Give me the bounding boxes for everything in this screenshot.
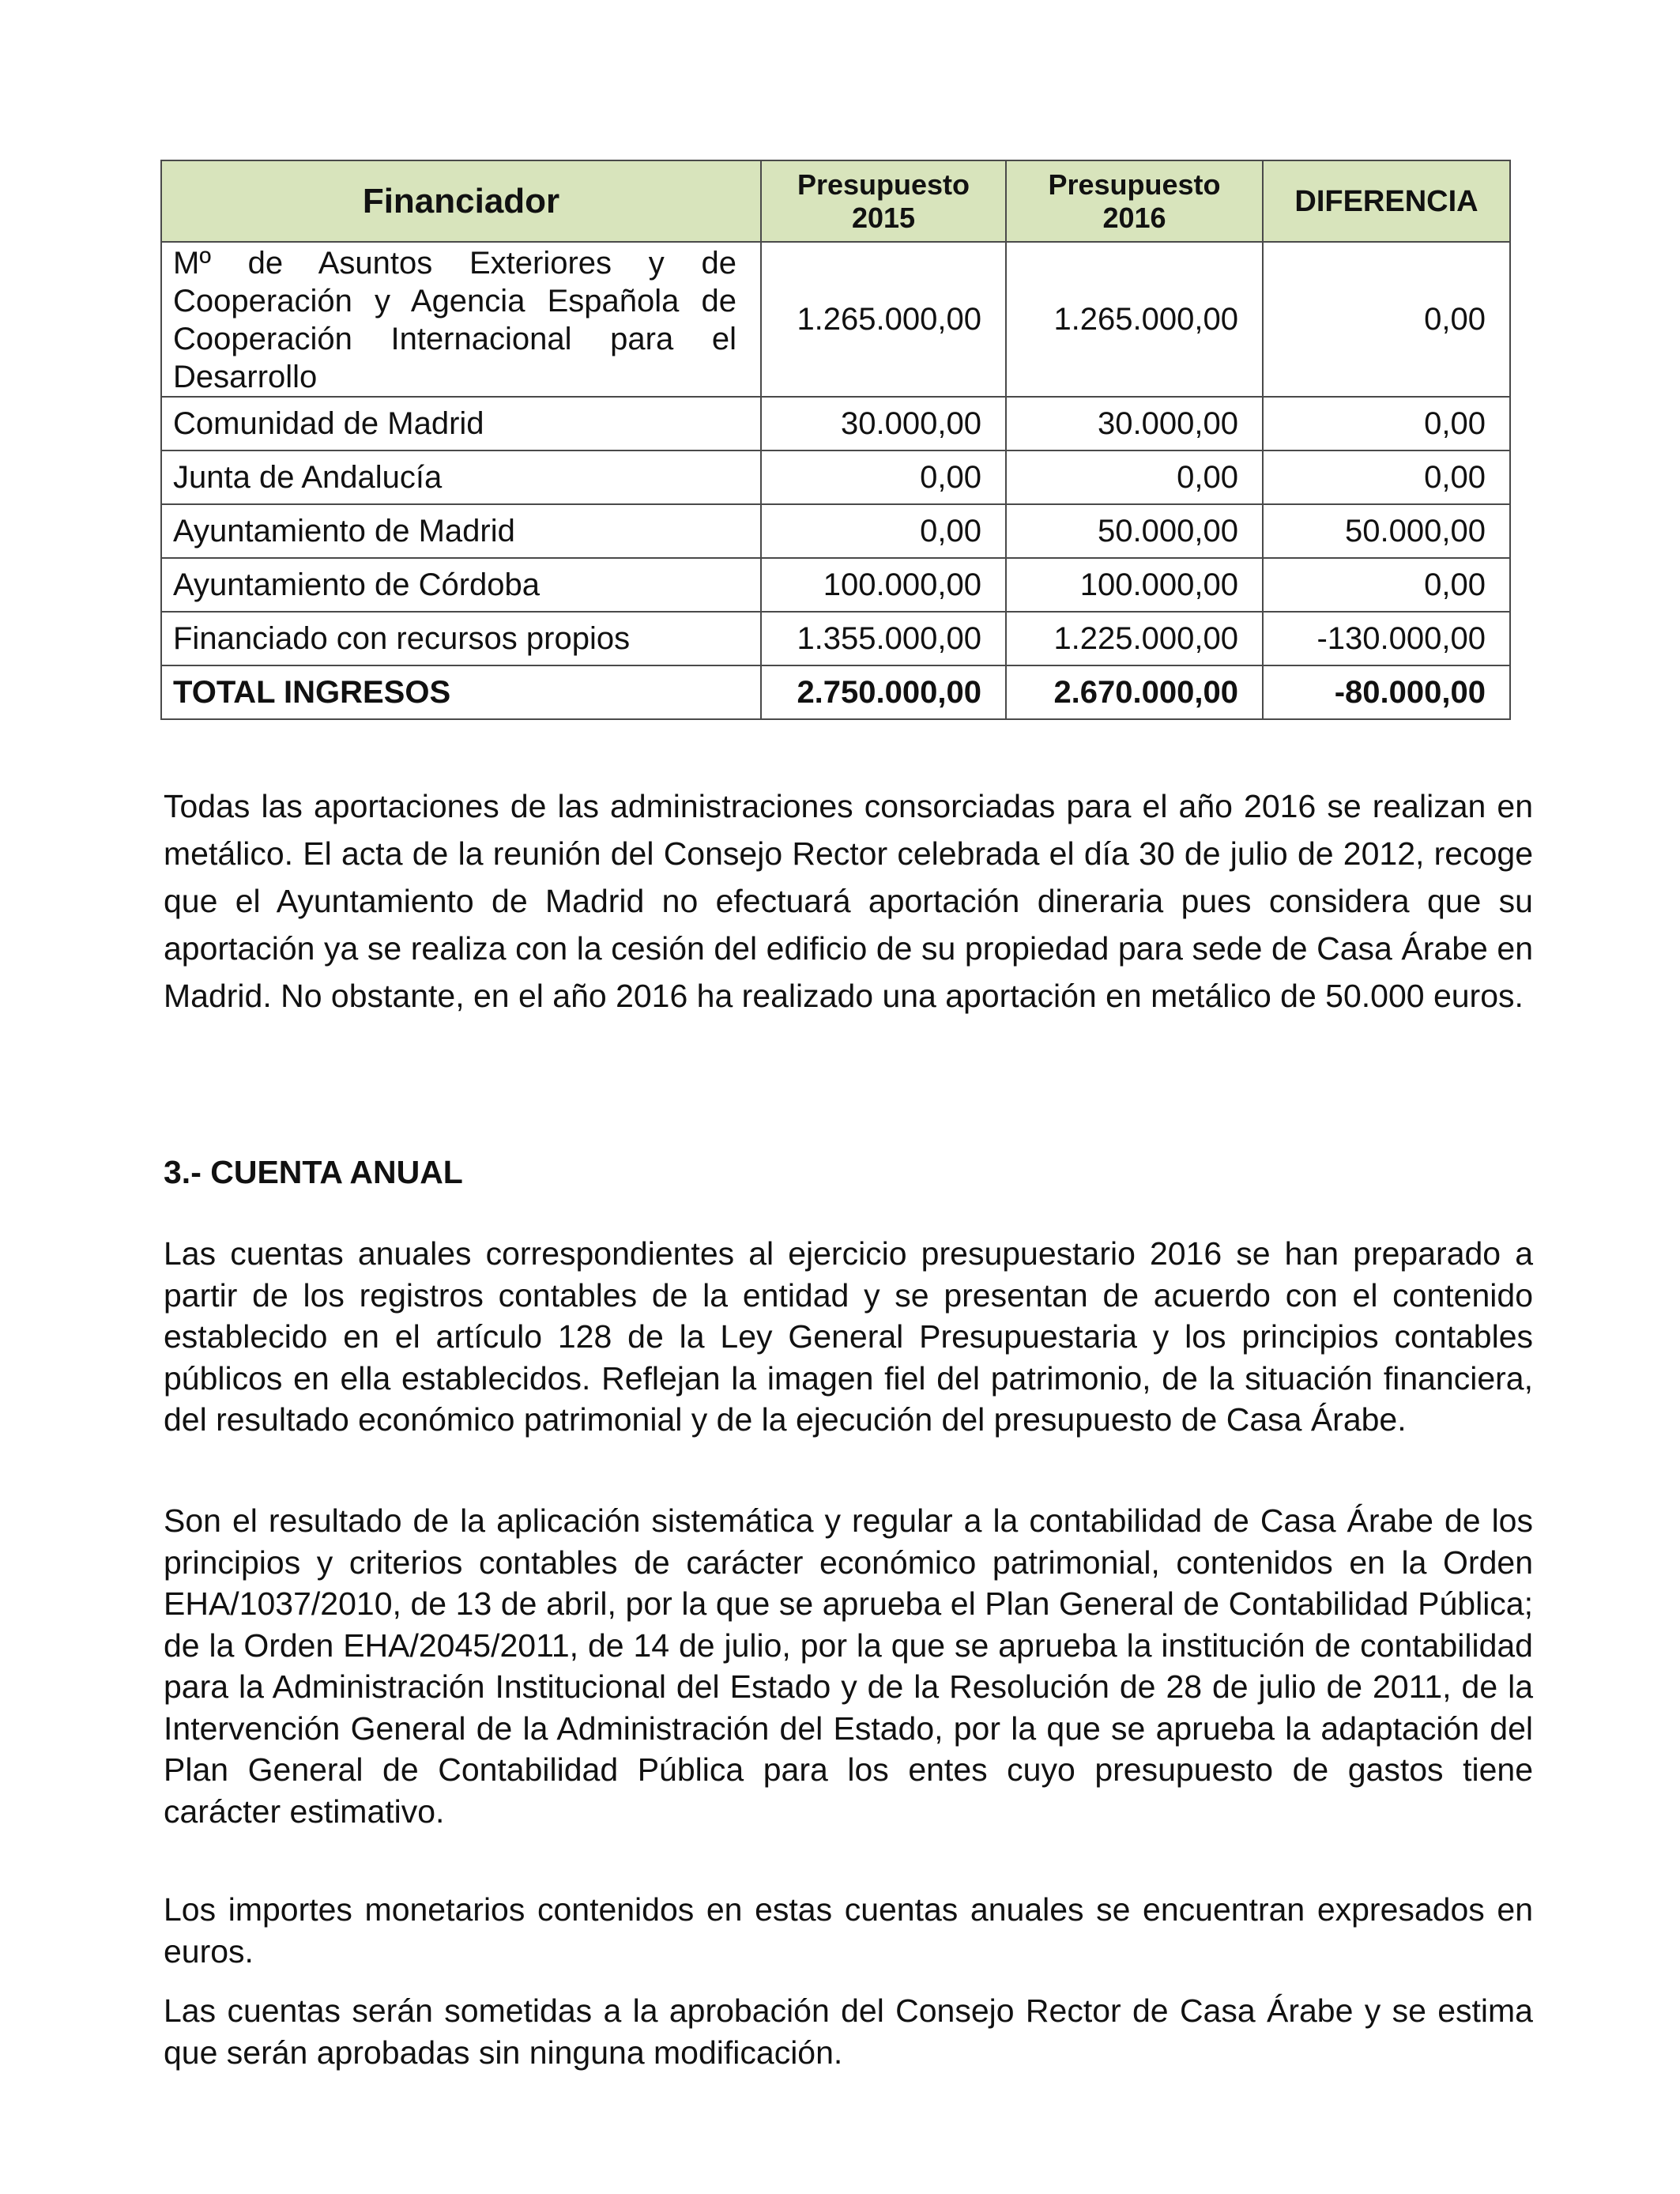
header-diferencia: DIFERENCIA: [1263, 160, 1510, 242]
section-heading: 3.- CUENTA ANUAL: [164, 1154, 463, 1190]
paragraph-cuentas-anuales: Las cuentas anuales correspondientes al ejercicio presupuestario 2016 se han preparado a partir de los registros contables de la entidad y se presentan de acuerdo con el contenido establecido en el artículo 128 de la Ley General Presupuestaria y los principios contables públicos en ella establecidos. Reflejan la imagen fiel del patrimonio, de la situación financiera, del resultado económico patrimonial y de la ejecución del presupuesto de Casa Árabe.: [164, 1235, 1533, 1438]
table-row: [161, 242, 1510, 397]
header-presupuesto-2015: Presupuesto 2015: [761, 160, 1006, 242]
paragraph-aportaciones: Todas las aportaciones de las administraciones consorciadas para el año 2016 se realizan en metálico. El acta de la reunión del Consejo Rector celebrada el día 30 de julio de 2012, recoge que el Ayuntamiento de Madrid no efectuará aportación dineraria pues considera que su aportación ya se realiza con la cesión del edificio de su propiedad para sede de Casa Árabe en Madrid. No obstante, en el año 2016 ha realizado una aportación en metálico de 50.000 euros.: [164, 788, 1533, 1014]
row-presupuesto-2015: 30.000,00: [761, 397, 1006, 450]
row-diferencia: 0,00: [1263, 397, 1510, 450]
header-financiador: Financiador: [161, 160, 761, 242]
row-presupuesto-2015: 1.355.000,00: [761, 612, 1006, 665]
total-label: TOTAL INGRESOS: [161, 665, 761, 719]
paragraph-importes: Los importes monetarios contenidos en estas cuentas anuales se encuentran expresados en euros.: [164, 1891, 1533, 1970]
total-row: [161, 665, 1510, 719]
row-presupuesto-2016: 0,00: [1006, 450, 1263, 504]
row-presupuesto-2016: 1.225.000,00: [1006, 612, 1263, 665]
row-diferencia: 0,00: [1263, 558, 1510, 612]
total-diferencia: -80.000,00: [1263, 665, 1510, 719]
table-row: [161, 504, 1510, 558]
row-presupuesto-2015: 1.265.000,00: [761, 242, 1006, 397]
row-presupuesto-2016: 30.000,00: [1006, 397, 1263, 450]
row-presupuesto-2016: 50.000,00: [1006, 504, 1263, 558]
row-presupuesto-2015: 100.000,00: [761, 558, 1006, 612]
table-row: [161, 612, 1510, 665]
row-diferencia: 0,00: [1263, 450, 1510, 504]
row-financiador: Mº de Asuntos Exteriores y de Cooperación y Agencia Española de Cooperación Internacional para el Desarrollo: [161, 242, 761, 397]
row-financiador: Financiado con recursos propios: [161, 612, 761, 665]
table-row: [161, 558, 1510, 612]
row-presupuesto-2016: 1.265.000,00: [1006, 242, 1263, 397]
paragraph-aprobacion: Las cuentas serán sometidas a la aprobación del Consejo Rector de Casa Árabe y se estima que serán aprobadas sin ninguna modificación.: [164, 1992, 1533, 2071]
row-diferencia: -130.000,00: [1263, 612, 1510, 665]
row-financiador: Comunidad de Madrid: [161, 397, 761, 450]
table-row: [161, 450, 1510, 504]
paragraph-resultado: Son el resultado de la aplicación sistemática y regular a la contabilidad de Casa Árabe de los principios y criterios contables de carácter económico patrimonial, contenidos en la Orden EHA/1037/2010, de 13 de abril, por la que se aprueba el Plan General de Contabilidad Pública; de la Orden EHA/2045/2011, de 14 de julio, por la que se aprueba la institución de contabilidad para la Administración Institucional del Estado y de la Resolución de 28 de julio de 2011, de la Intervención General de la Administración del Estado, por la que se aprueba la adaptación del Plan General de Contabilidad Pública para los entes cuyo presupuesto de gastos tiene carácter estimativo.: [164, 1502, 1533, 1830]
row-presupuesto-2015: 0,00: [761, 504, 1006, 558]
financing-table: [160, 160, 1511, 720]
table-row: [161, 397, 1510, 450]
row-financiador: Ayuntamiento de Madrid: [161, 504, 761, 558]
row-presupuesto-2015: 0,00: [761, 450, 1006, 504]
row-presupuesto-2016: 100.000,00: [1006, 558, 1263, 612]
row-diferencia: 0,00: [1263, 242, 1510, 397]
row-diferencia: 50.000,00: [1263, 504, 1510, 558]
total-presupuesto-2016: 2.670.000,00: [1006, 665, 1263, 719]
row-financiador: Junta de Andalucía: [161, 450, 761, 504]
header-presupuesto-2016: Presupuesto 2016: [1006, 160, 1263, 242]
row-financiador: Ayuntamiento de Córdoba: [161, 558, 761, 612]
table-header-row: [161, 160, 1510, 242]
total-presupuesto-2015: 2.750.000,00: [761, 665, 1006, 719]
